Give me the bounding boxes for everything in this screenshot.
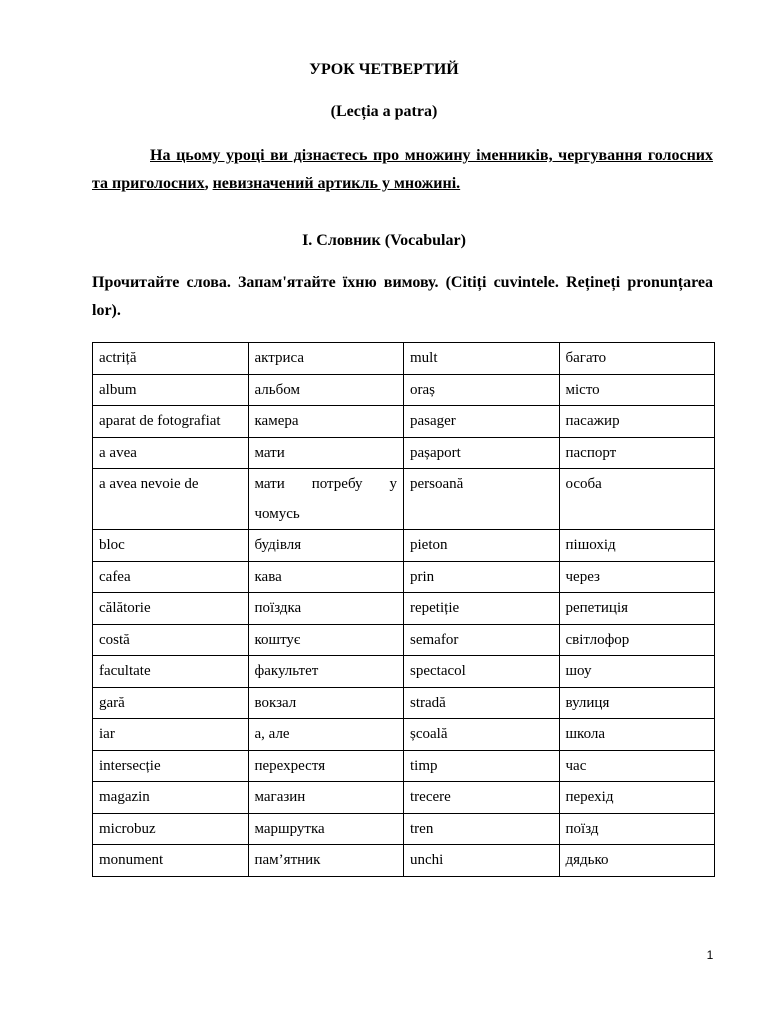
table-cell: aparat de fotografiat — [93, 406, 249, 438]
table-cell: facultate — [93, 656, 249, 688]
table-cell: prin — [404, 561, 560, 593]
table-row — [93, 437, 715, 469]
table-cell: costă — [93, 624, 249, 656]
table-cell: a avea — [93, 437, 249, 469]
table-cell: факультет — [248, 656, 404, 688]
lesson-subtitle: (Lecția a patra) — [330, 103, 438, 120]
table-cell: школа — [559, 719, 715, 751]
table-cell: magazin — [93, 782, 249, 814]
table-row — [93, 813, 715, 845]
table-cell: дядько — [559, 845, 715, 877]
table-cell: перехрестя — [248, 750, 404, 782]
table-row — [93, 343, 715, 375]
table-cell: мати потребу у чомусь — [248, 469, 404, 530]
table-cell: місто — [559, 374, 715, 406]
table-cell: intersecție — [93, 750, 249, 782]
table-cell: вокзал — [248, 687, 404, 719]
table-cell: пішохід — [559, 530, 715, 562]
lesson-title: УРОК ЧЕТВЕРТИЙ — [309, 61, 459, 78]
table-row — [93, 561, 715, 593]
table-cell: unchi — [404, 845, 560, 877]
table-cell: persoană — [404, 469, 560, 530]
table-cell: багато — [559, 343, 715, 375]
table-cell: поїзд — [559, 813, 715, 845]
table-cell: паспорт — [559, 437, 715, 469]
table-cell: oraș — [404, 374, 560, 406]
table-row — [93, 469, 715, 530]
table-cell: особа — [559, 469, 715, 530]
table-row — [93, 719, 715, 751]
intro-part-2: невизначений артикль у множині. — [212, 175, 461, 192]
vocabulary-table — [92, 342, 715, 877]
table-cell: microbuz — [93, 813, 249, 845]
table-cell: будівля — [248, 530, 404, 562]
table-cell: album — [93, 374, 249, 406]
table-cell: пам’ятник — [248, 845, 404, 877]
table-cell: a avea nevoie de — [93, 469, 249, 530]
table-cell: repetiție — [404, 593, 560, 625]
instruction-text: Прочитайте слова. Запам'ятайте їхню вимову. (Citiți cuvintele. Rețineți pronunțarea lor). — [92, 274, 713, 319]
table-cell: альбом — [248, 374, 404, 406]
table-cell: iar — [93, 719, 249, 751]
table-row — [93, 750, 715, 782]
table-cell: а, але — [248, 719, 404, 751]
table-cell: trecere — [404, 782, 560, 814]
table-cell: світлофор — [559, 624, 715, 656]
table-cell: маршрутка — [248, 813, 404, 845]
table-cell: pașaport — [404, 437, 560, 469]
table-cell: кава — [248, 561, 404, 593]
vocabulary-table-body — [93, 343, 715, 877]
table-cell: spectacol — [404, 656, 560, 688]
table-cell: поїздка — [248, 593, 404, 625]
section-heading: І. Словник (Vocabular) — [302, 232, 466, 249]
table-cell: actriță — [93, 343, 249, 375]
table-cell: камера — [248, 406, 404, 438]
table-row — [93, 530, 715, 562]
table-cell: магазин — [248, 782, 404, 814]
table-cell: semafor — [404, 624, 560, 656]
table-cell: коштує — [248, 624, 404, 656]
table-cell: вулиця — [559, 687, 715, 719]
table-cell: репетиція — [559, 593, 715, 625]
table-row — [93, 687, 715, 719]
table-cell: bloc — [93, 530, 249, 562]
table-cell: cafea — [93, 561, 249, 593]
lesson-intro — [92, 142, 713, 198]
table-row — [93, 593, 715, 625]
table-cell: mult — [404, 343, 560, 375]
table-row — [93, 845, 715, 877]
table-row — [93, 624, 715, 656]
table-cell: час — [559, 750, 715, 782]
table-row — [93, 782, 715, 814]
table-cell: мати — [248, 437, 404, 469]
table-cell: timp — [404, 750, 560, 782]
page-number: 1 — [706, 948, 714, 962]
table-cell: через — [559, 561, 715, 593]
table-row — [93, 374, 715, 406]
table-cell: перехід — [559, 782, 715, 814]
intro-part-1: На цьому уроці ви дізнаєтесь про множину іменників, чергування голосних та приголосних — [92, 147, 713, 192]
table-cell: stradă — [404, 687, 560, 719]
table-cell: tren — [404, 813, 560, 845]
table-cell: шоу — [559, 656, 715, 688]
table-cell: școală — [404, 719, 560, 751]
table-cell: пасажир — [559, 406, 715, 438]
intro-separator: , — [204, 175, 213, 192]
table-cell: gară — [93, 687, 249, 719]
table-row — [93, 656, 715, 688]
table-cell: pasager — [404, 406, 560, 438]
table-cell: актриса — [248, 343, 404, 375]
table-row — [93, 406, 715, 438]
table-cell: monument — [93, 845, 249, 877]
table-cell: pieton — [404, 530, 560, 562]
table-cell: călătorie — [93, 593, 249, 625]
